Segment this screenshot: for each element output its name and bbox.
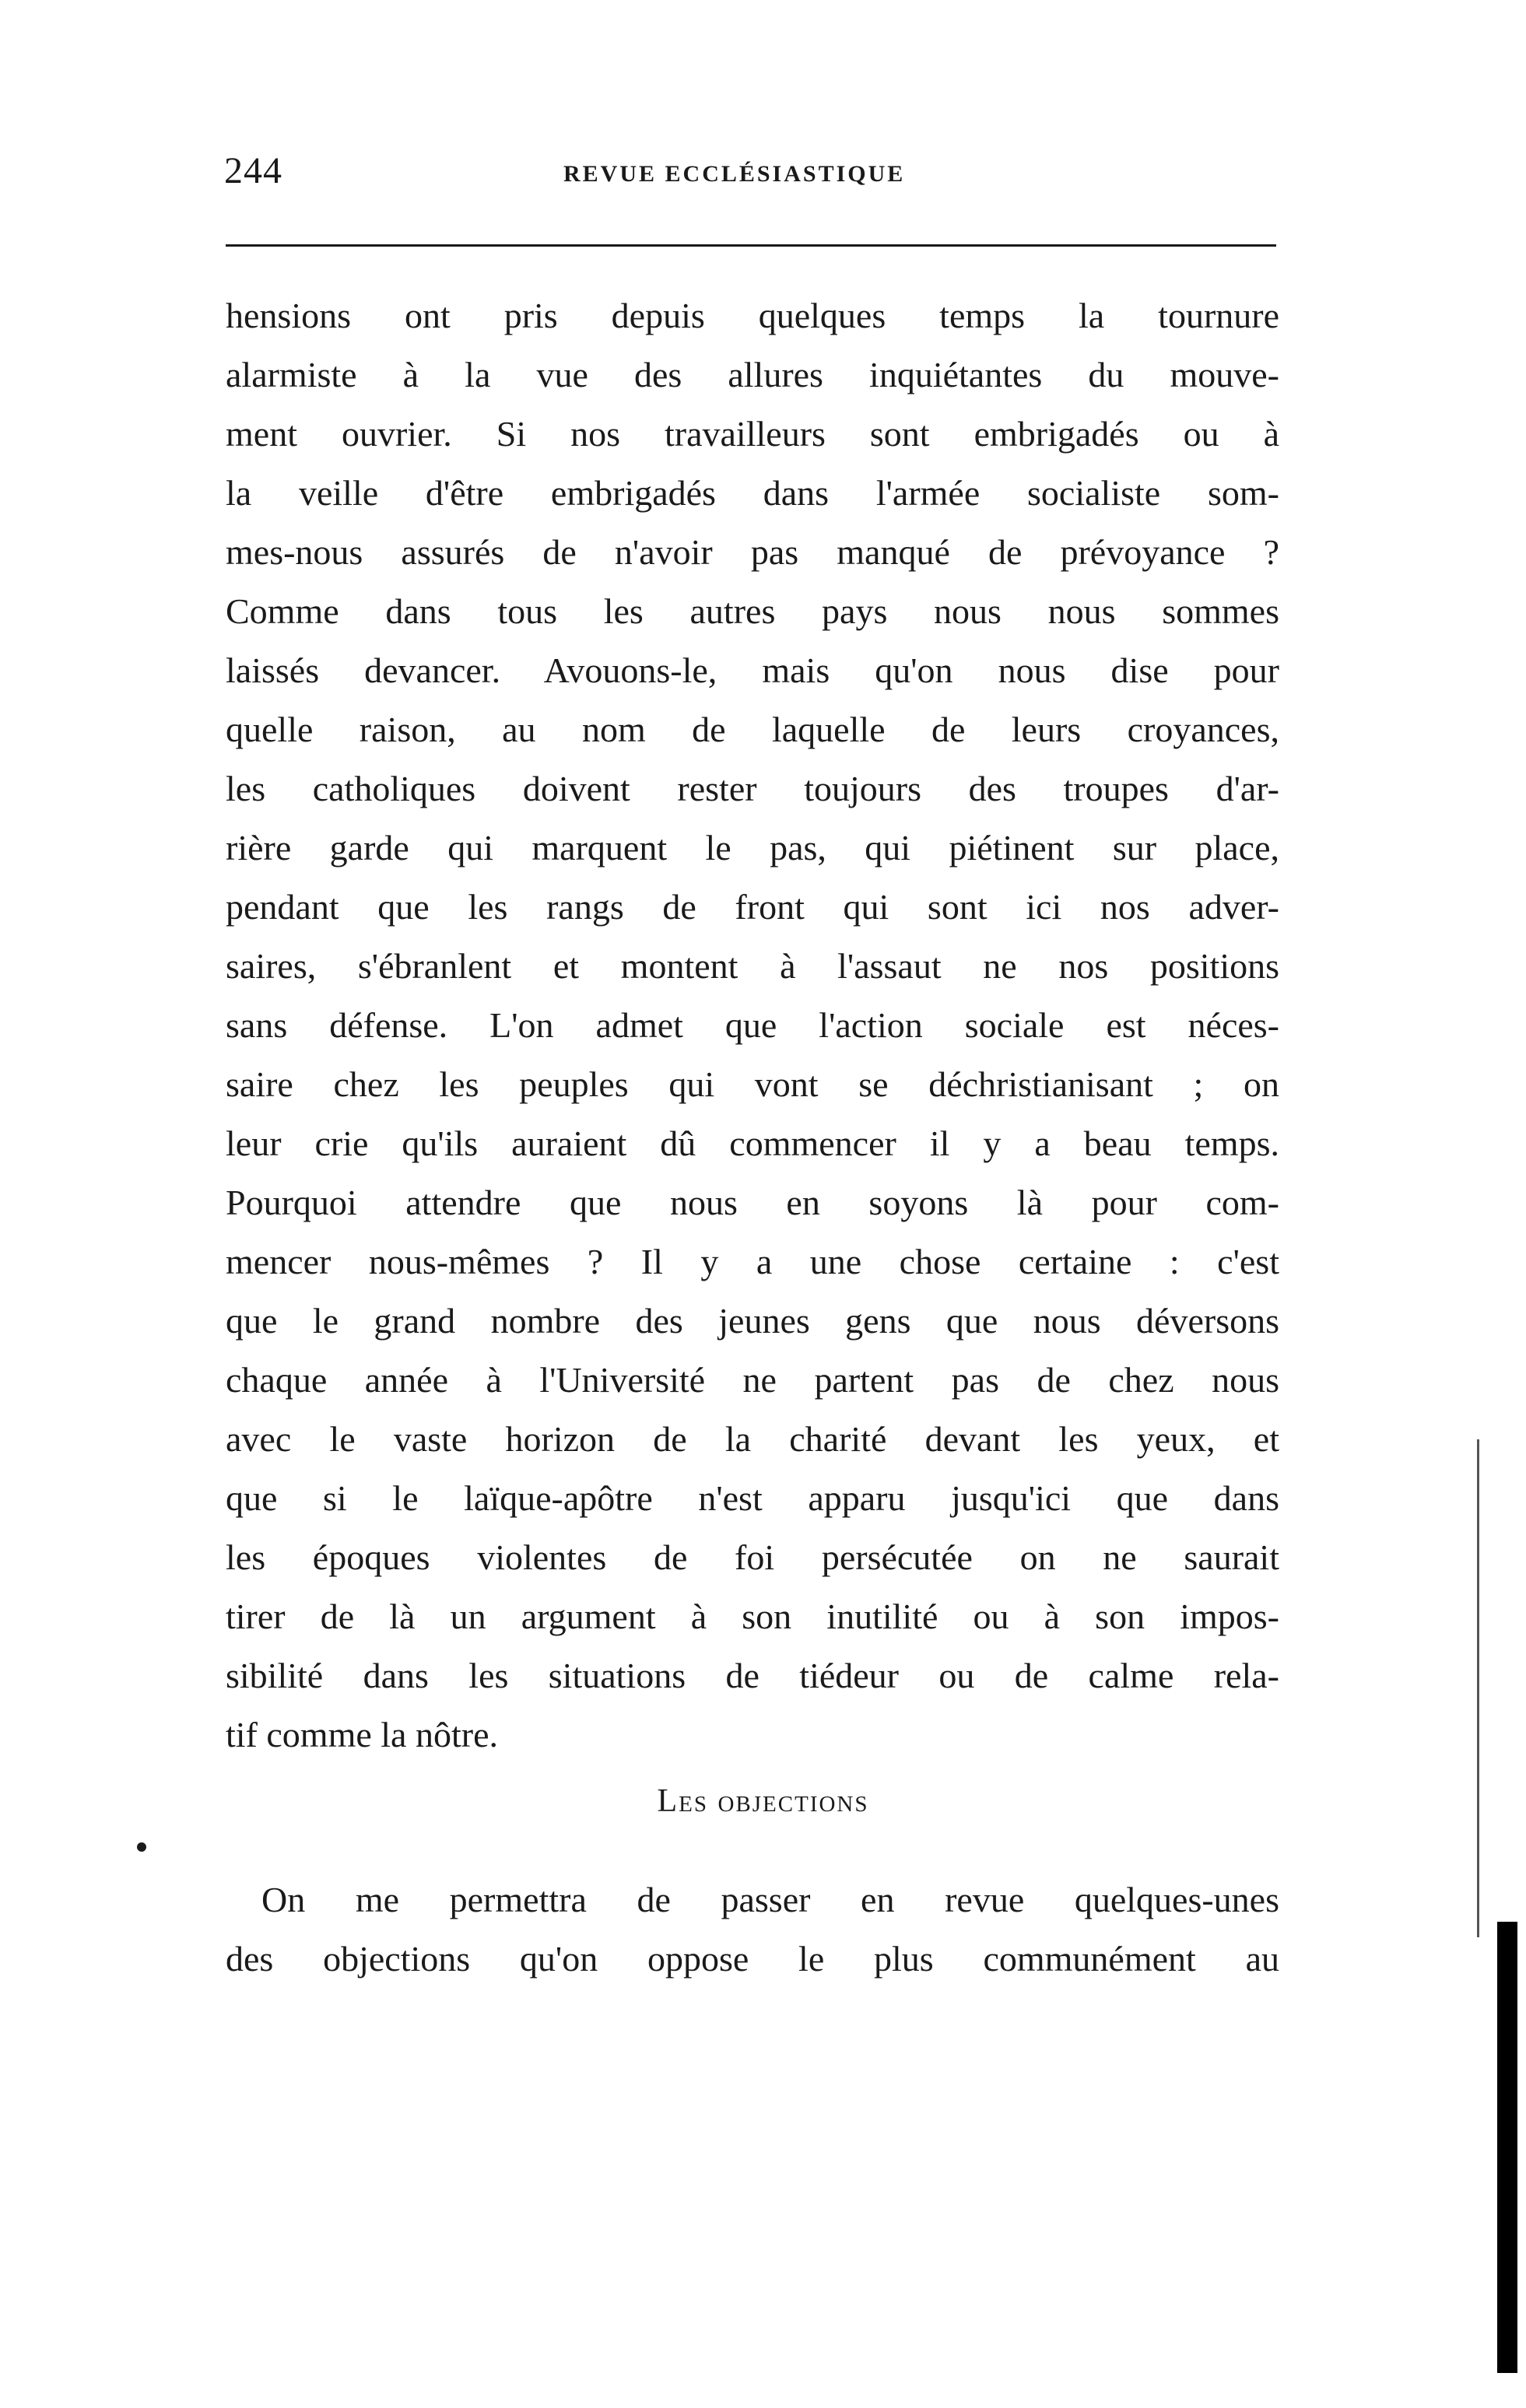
- text-line: chaque année à l'Université ne partent pas de chez nous: [226, 1360, 1279, 1400]
- text-line: mes-nous assurés de n'avoir pas manqué de prévoyance ?: [226, 532, 1279, 572]
- text-line: tif comme la nôtre.: [226, 1715, 498, 1754]
- text-line: sans défense. L'on admet que l'action sociale est néces-: [226, 1005, 1279, 1045]
- text-line: Comme dans tous les autres pays nous nous sommes: [226, 591, 1279, 631]
- text-line: quelle raison, au nom de laquelle de leurs croyances,: [226, 710, 1279, 749]
- text-line: pendant que les rangs de front qui sont ici nos adver-: [226, 887, 1279, 927]
- text-line: des objections qu'on oppose le plus communément au: [226, 1939, 1279, 1979]
- text-line: les époques violentes de foi persécutée on ne saurait: [226, 1537, 1279, 1577]
- text-line: hensions ont pris depuis quelques temps la tournure: [226, 296, 1279, 335]
- text-line: la veille d'être embrigadés dans l'armée socialiste som-: [226, 473, 1279, 513]
- text-line: sibilité dans les situations de tiédeur ou de calme rela-: [226, 1656, 1279, 1695]
- text-line: Pourquoi attendre que nous en soyons là pour com-: [226, 1183, 1279, 1222]
- text-line: les catholiques doivent rester toujours des troupes d'ar-: [226, 769, 1279, 808]
- scan-edge-line: [1477, 1439, 1479, 1937]
- text-line: tirer de là un argument à son inutilité ou à son impos-: [226, 1597, 1279, 1636]
- text-line: leur crie qu'ils auraient dû commencer il y a beau temps.: [226, 1123, 1279, 1163]
- text-line: avec le vaste horizon de la charité devant les yeux, et: [226, 1419, 1279, 1459]
- text-line: que le grand nombre des jeunes gens que nous déversons: [226, 1301, 1279, 1341]
- text-line: saire chez les peuples qui vont se déchristianisant ; on: [226, 1064, 1279, 1104]
- text-line: que si le laïque-apôtre n'est apparu jusqu'ici que dans: [226, 1478, 1279, 1518]
- running-head: REVUE ECCLÉSIASTIQUE: [563, 161, 906, 187]
- text-line: laissés devancer. Avouons-le, mais qu'on nous dise pour: [226, 650, 1279, 690]
- scan-binding-edge: [1497, 1922, 1517, 2373]
- page-number: 244: [224, 150, 282, 191]
- section-heading: Les objections: [657, 1783, 869, 1819]
- ink-speck: [135, 1841, 148, 1853]
- header-rule: [226, 244, 1276, 247]
- text-line: rière garde qui marquent le pas, qui piétinent sur place,: [226, 828, 1279, 868]
- text-line: saires, s'ébranlent et montent à l'assaut ne nos positions: [226, 946, 1279, 986]
- text-line: alarmiste à la vue des allures inquiétantes du mouve-: [226, 355, 1279, 394]
- text-line: On me permettra de passer en revue quelques-unes: [261, 1880, 1279, 1919]
- text-line: mencer nous-mêmes ? Il y a une chose certaine : c'est: [226, 1242, 1279, 1281]
- text-line: ment ouvrier. Si nos travailleurs sont embrigadés ou à: [226, 414, 1279, 454]
